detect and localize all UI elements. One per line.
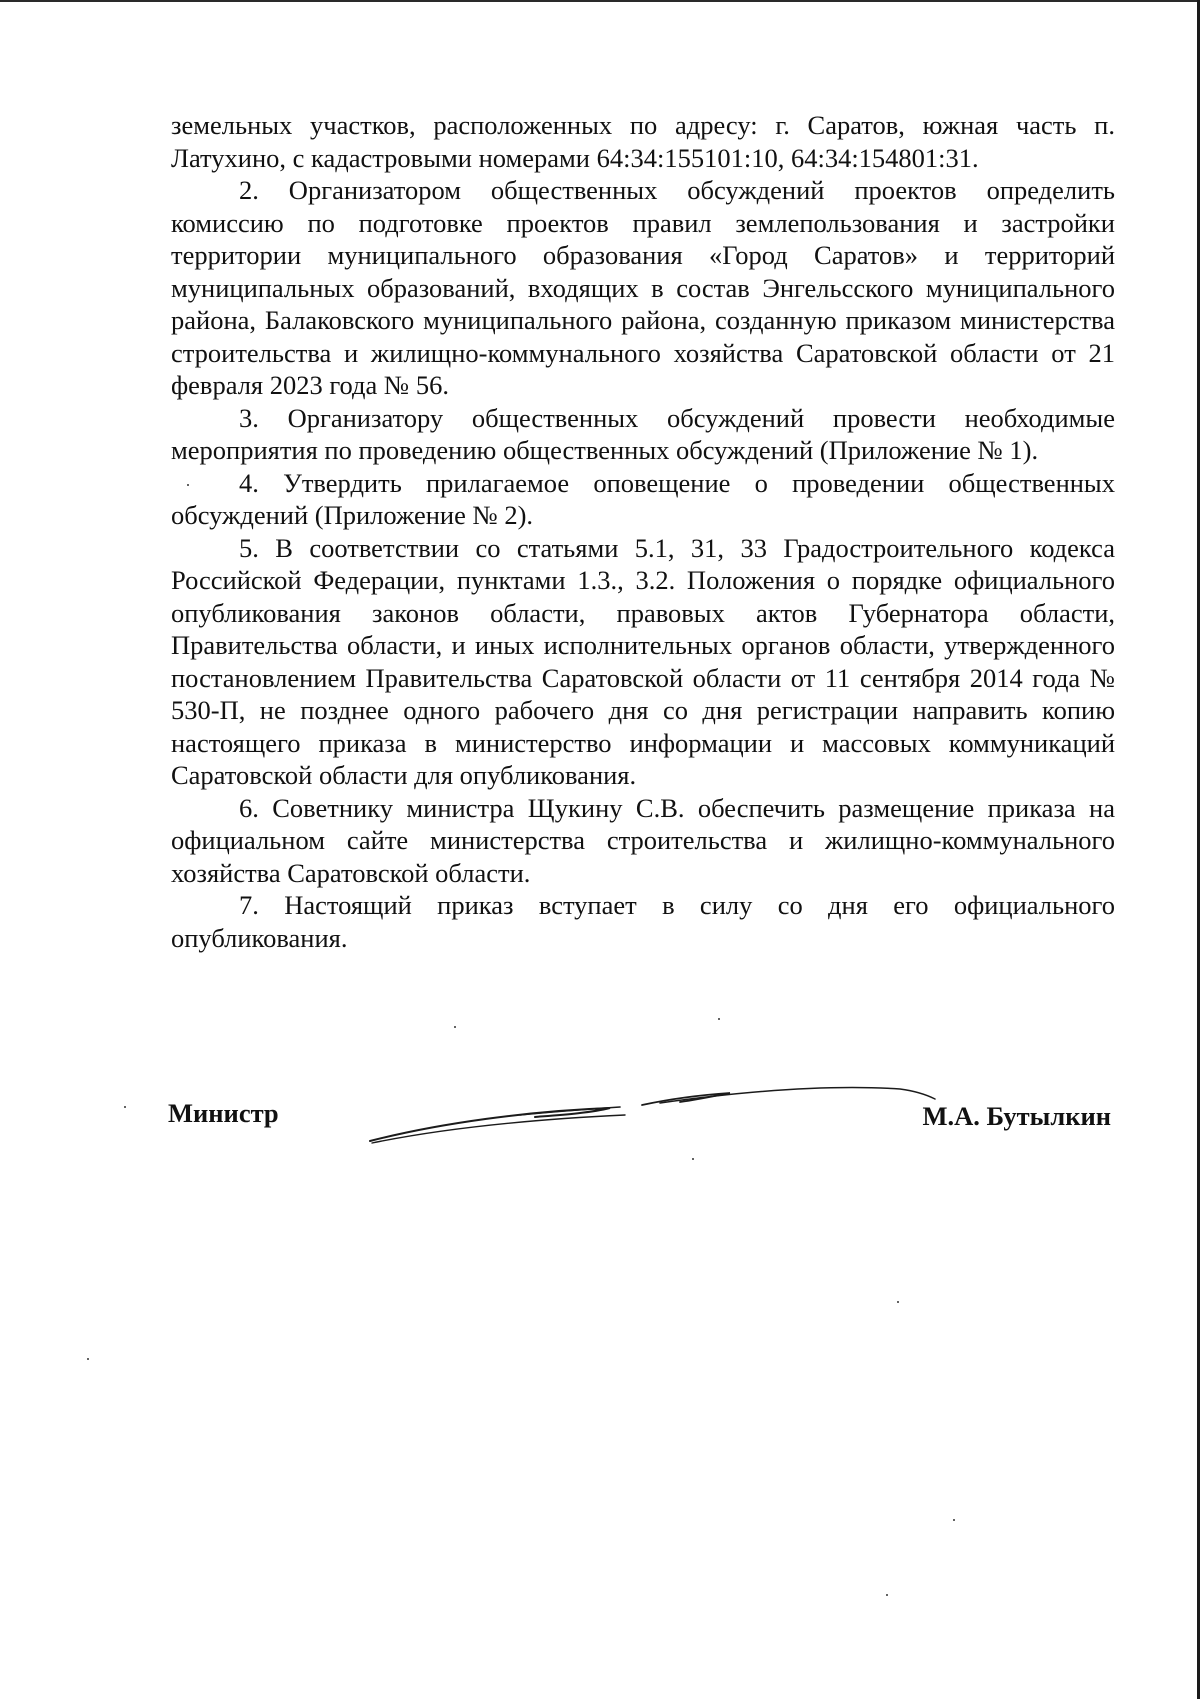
paragraph-item-5: 5. В соответствии со статьями 5.1, 31, 33 Градостроительного кодекса Российской Федерации, пунктами 1.3., 3.2. Положения о порядке официального опубликования законов области, правовых актов Губернатора области, Правительства области, и иных исполнительных органов области, утвержденного постановлением Правительства Саратовской области от 11 сентября 2014 года № 530-П, не позднее одного рабочего дня со дня регистрации направить копию настоящего приказа в министерство информации и массовых коммуникаций Саратовской области для опубликования. (171, 532, 1115, 790)
scan-speck (454, 1026, 456, 1028)
scan-speck (886, 1594, 888, 1596)
signatory-title: Министр (168, 1098, 279, 1128)
document-body (171, 109, 1115, 954)
scan-speck (718, 1018, 720, 1020)
scan-speck (953, 1519, 955, 1521)
scan-speck (187, 484, 189, 486)
paragraph-item-6: 6. Советнику министра Щукину С.В. обеспечить размещение приказа на официальном сайте министерства строительства и жилищно-коммунального хозяйства Саратовской области. (171, 792, 1115, 888)
scan-speck (897, 1301, 899, 1303)
scan-speck (124, 1106, 126, 1108)
scan-speck (87, 1358, 89, 1360)
scan-speck (692, 1158, 694, 1160)
paragraph-item-2: 2. Организатором общественных обсуждений проектов определить комиссию по подготовке проектов правил землепользования и застройки территории муниципального образования «Город Саратов» и территорий муниципальных образований, входящих в состав Энгельсского муниципального района, Балаковского муниципального района, созданную приказом министерства строительства и жилищно-коммунального хозяйства Саратовской области от 21 февраля 2023 года № 56. (171, 175, 1115, 400)
handwritten-signature (360, 1075, 940, 1145)
paragraph-item-3: 3. Организатору общественных обсуждений провести необходимые мероприятия по проведению общественных обсуждений (Приложение № 1). (171, 402, 1115, 465)
paragraph-1-continuation: земельных участков, расположенных по адресу: г. Саратов, южная часть п. Латухино, с кадастровыми номерами 64:34:155101:10, 64:34:154801:31. (171, 110, 1115, 173)
signatory-name: М.А. Бутылкин (922, 1101, 1111, 1131)
scan-edge-top (0, 0, 1200, 2)
paragraph-item-7: 7. Настоящий приказ вступает в силу со дня его официального опубликования. (171, 890, 1115, 953)
paragraph-item-4: 4. Утвердить прилагаемое оповещение о проведении общественных обсуждений (Приложение № 2). (171, 467, 1115, 530)
